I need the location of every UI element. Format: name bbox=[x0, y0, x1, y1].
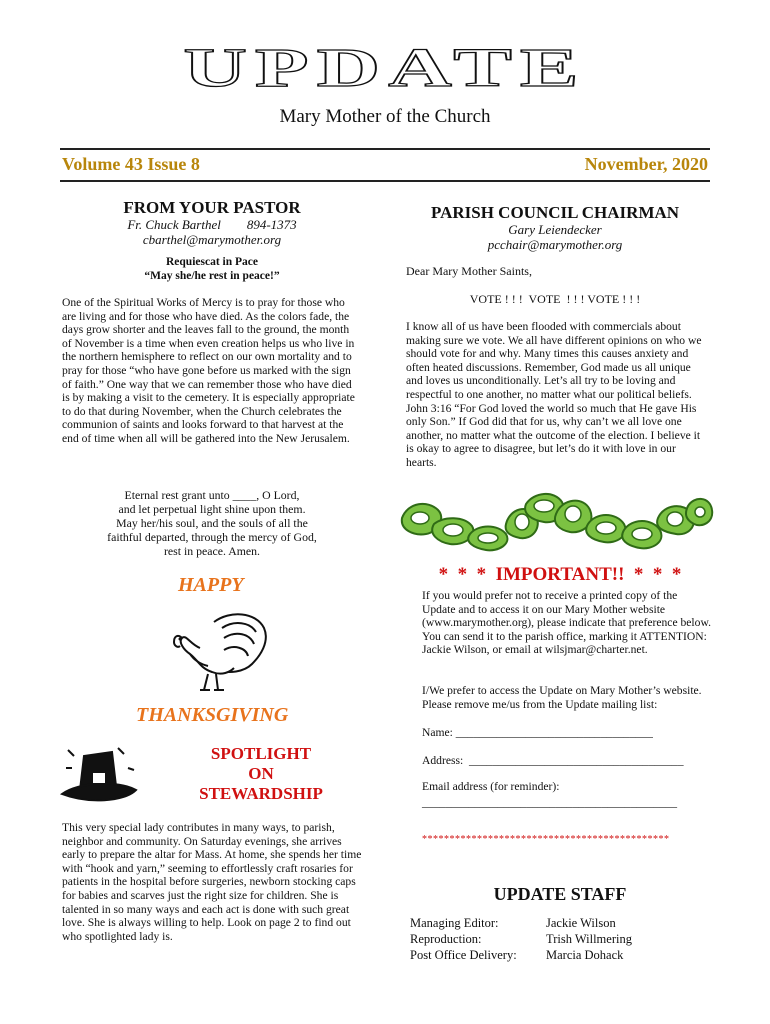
spotlight-body: This very special lady contributes in many ways, to parish, neighbor and community. On Saturday evenings, she arrives early to prepare the altar for Mass. At home, she spends her time with “hook and yarn,” seeming to effortlessly craft rosaries for patients in the hospital before surgeries, newborn stocking caps for babies and scarves just the right size for children. She is talented in so many ways and each act is done with such great love. She is always willing to help. Look on page 2 to find out who spotlighted lady is. bbox=[62, 821, 362, 943]
thanksgiving-text: THANKSGIVING bbox=[136, 704, 289, 726]
staff-row bbox=[410, 948, 632, 964]
staff-row bbox=[410, 916, 632, 932]
staff-role: Reproduction: bbox=[410, 932, 482, 946]
council-body: I know all of us have been flooded with commercials about making sure we vote. We all have different opinions on who we should vote for and why. Many times this causes anxiety and often heated discussions. Remember, God made us all unique and loves us unconditionally. Let’s all try to be loving and respectful to one another, no matter what our political beliefs. John 3:16 “For God loved the world so much that He gave His only Son.” If God did that for us, why can’t we all love one another, no matter what the outcome of the election. I believe it is okay to agree to disagree, but let’s do it with love in our hearts. bbox=[406, 320, 702, 469]
happy-text: HAPPY bbox=[178, 574, 244, 596]
prayer-line: May her/his soul, and the souls of all the bbox=[116, 516, 308, 530]
turkey-icon bbox=[160, 604, 280, 696]
staff-role: Post Office Delivery: bbox=[410, 948, 517, 962]
staff-table bbox=[410, 916, 632, 964]
eternal-rest-prayer bbox=[62, 488, 362, 558]
issue-date: November, 2020 bbox=[584, 154, 708, 174]
spotlight-heading-line: ON bbox=[248, 764, 274, 783]
pastor-email: cbarthel@marymother.org bbox=[142, 232, 282, 247]
rest-in-peace-quote: “May she/he rest in peace!” bbox=[144, 270, 280, 282]
staff-name: Jackie Wilson bbox=[546, 916, 616, 930]
masthead-title: UPDATE bbox=[183, 38, 587, 99]
chain-garland-icon bbox=[398, 484, 714, 560]
prayer-line: rest in peace. Amen. bbox=[164, 544, 260, 558]
prefer-website-text: I/We prefer to access the Update on Mary Mother’s website. Please remove me/us from the Update mailing list: bbox=[422, 684, 702, 711]
divider-top bbox=[60, 148, 710, 150]
requiescat-heading: Requiescat in Pace bbox=[166, 256, 258, 268]
stars-divider: ********************************************* bbox=[422, 834, 670, 845]
spotlight-heading bbox=[186, 744, 336, 804]
email-reminder-label: Email address (for reminder): bbox=[422, 780, 560, 793]
pastor-article-body: One of the Spiritual Works of Mercy is to pray for those who are living and for those who have died. As the colors fade, the days grow shorter and the leaves fall to the ground, the month of November is a time when even creation helps us who live in the northern hemisphere to reflect on our own mortality and to pray for those “who have gone before us marked with the sign of faith.” One way that we can remember those who have died is by making a visit to the cemetery. It is especially appropriate to do that during November, when the Church celebrates the communion of saints and looks forward to that harvest at the end of time when all will be gathered into the New Jerusalem. bbox=[62, 296, 355, 445]
staff-heading: UPDATE STAFF bbox=[493, 884, 627, 904]
prayer-line: faithful departed, through the mercy of God, bbox=[107, 530, 317, 544]
prayer-line: and let perpetual light shine upon them. bbox=[118, 502, 306, 516]
name-field[interactable]: Name: __________________________________ bbox=[422, 726, 653, 739]
vote-line: VOTE ! ! ! VOTE ! ! ! VOTE ! ! ! bbox=[469, 292, 641, 306]
spotlight-heading-line: SPOTLIGHT bbox=[210, 744, 312, 763]
staff-row bbox=[410, 932, 632, 948]
email-reminder-field[interactable]: ____________________________________________ bbox=[422, 796, 678, 809]
pastor-name-phone: Fr. Chuck Barthel 894-1373 bbox=[127, 217, 297, 232]
pilgrim-hat-icon bbox=[58, 744, 140, 810]
address-field[interactable]: Address: _____________________________________ bbox=[422, 754, 684, 767]
pastor-heading: FROM YOUR PASTOR bbox=[123, 198, 301, 217]
spotlight-heading-line: STEWARDSHIP bbox=[199, 784, 323, 803]
important-body: If you would prefer not to receive a printed copy of the Update and to access it on our Mary Mother website (www.marymother.org), please indicate that preference below. You can send it to the parish office, marking it ATTENTION: Jackie Wilson, or email at wilsjmar@charter.net. bbox=[422, 589, 711, 657]
council-email: pcchair@marymother.org bbox=[487, 237, 623, 252]
divider-bottom bbox=[60, 180, 710, 182]
volume-issue: Volume 43 Issue 8 bbox=[62, 154, 200, 174]
prayer-line: Eternal rest grant unto ____, O Lord, bbox=[124, 488, 300, 502]
staff-name: Trish Willmering bbox=[546, 932, 632, 946]
council-greeting: Dear Mary Mother Saints, bbox=[406, 264, 532, 278]
masthead-subtitle: Mary Mother of the Church bbox=[279, 106, 491, 127]
council-chair-name: Gary Leiendecker bbox=[508, 222, 602, 237]
important-heading: * * * IMPORTANT!! * * * bbox=[438, 564, 682, 585]
council-heading: PARISH COUNCIL CHAIRMAN bbox=[430, 203, 680, 222]
staff-name: Marcia Dohack bbox=[546, 948, 624, 962]
staff-role: Managing Editor: bbox=[410, 916, 499, 930]
